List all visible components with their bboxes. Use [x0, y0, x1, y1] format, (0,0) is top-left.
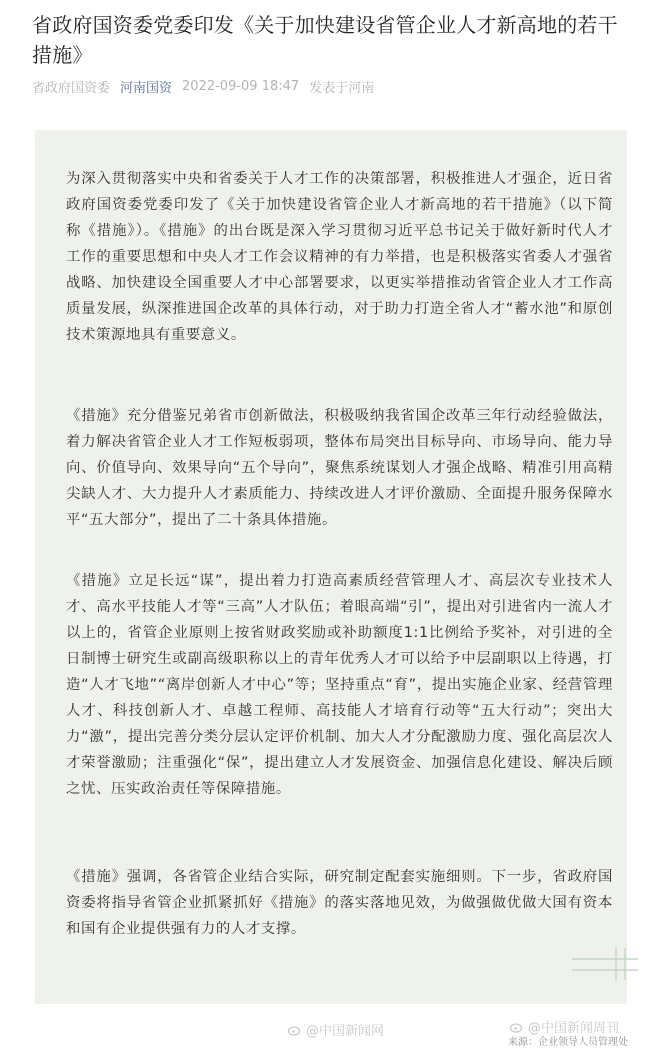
- article-title: 省政府国资委党委印发《关于加快建设省管企业人才新高地的若干措施》: [32, 13, 618, 67]
- paragraph-intro: 为深入贯彻落实中央和省委关于人才工作的决策部署，积极推进人才强企，近日省政府国资委党委印发了《关于加快建设省管企业人才新高地的若干措施》（以下简称《措施》）。《措施》的出台既是深入学习贯彻习近平总书记关于做好新时代人才工作的重要思想和中央人才工作会议精神的有力举措，也是积极落实省委人才强省战略、加快建设全国重要人才中心部署要求，以更实举措推动省管企业人才工作高质量发展，纵深推进国企改革的具体行动，对于助力打造全省人才“蓄水池”和原创技术策源地具有重要意义。: [66, 171, 613, 343]
- source-note: 来源：企业领导人员管理处: [508, 1037, 628, 1048]
- watermark-left: [288, 1020, 384, 1039]
- watermark-right-text: @中国新闻周刊: [528, 1021, 620, 1036]
- weibo-icon: [510, 1021, 524, 1033]
- article-meta: [32, 74, 374, 98]
- watermark-left-text: @中国新闻网: [306, 1024, 385, 1039]
- account-link[interactable]: 河南国资: [120, 80, 173, 96]
- paragraph-next-steps: 《措施》强调，各省管企业结合实际，研究制定配套实施细则。下一步，省政府国资委将指导省管企业抓紧抓好《措施》的落实落地见效，为做强做优做大国有资本和国有企业提供强有力的人才支撑。: [66, 869, 613, 937]
- publish-datetime: 2022-09-09 18:47: [182, 78, 300, 94]
- author-name: 省政府国资委: [32, 80, 111, 96]
- paragraph-overview: 《措施》充分借鉴兄弟省市创新做法，积极吸纳我省国企改革三年行动经验做法，着力解决省管企业人才工作短板弱项，整体布局突出目标导向、市场导向、能力导向、价值导向、效果导向“五个导向”，聚焦系统谋划人才强企战略、精准引用高精尖缺人才、大力提升人才素质能力、持续改进人才评价激励、全面提升服务保障水平“五大部分”，提出了二十条具体措施。: [66, 408, 613, 528]
- decorative-lines-icon: [572, 946, 638, 980]
- paragraph-details: 《措施》立足长远“谋”，提出着力打造高素质经营管理人才、高层次专业技术人才、高水平技能人才等“三高”人才队伍；着眼高端“引”，提出对引进省内一流人才以上的，省管企业原则上按省财政奖励或补助额度1:1比例给予奖补，对引进的全日制博士研究生或副高级职称以上的青年优秀人才可以给予中层副职以上待遇，打造“人才飞地”“离岸创新人才中心”等；坚持重点“育”，提出实施企业家、经营管理人才、科技创新人才、卓越工程师、高技能人才培育行动等“五大行动”；突出大力“激”，提出完善分类分层认定评价机制、加大人才分配激励力度、强化高层次人才荣誉激励；注重强化“保”，提出建立人才发展资金、加强信息化建设、解决后顾之忧、压实政治责任等保障措施。: [66, 573, 613, 797]
- weibo-icon: [288, 1024, 302, 1036]
- publish-location: 发表于河南: [309, 80, 375, 96]
